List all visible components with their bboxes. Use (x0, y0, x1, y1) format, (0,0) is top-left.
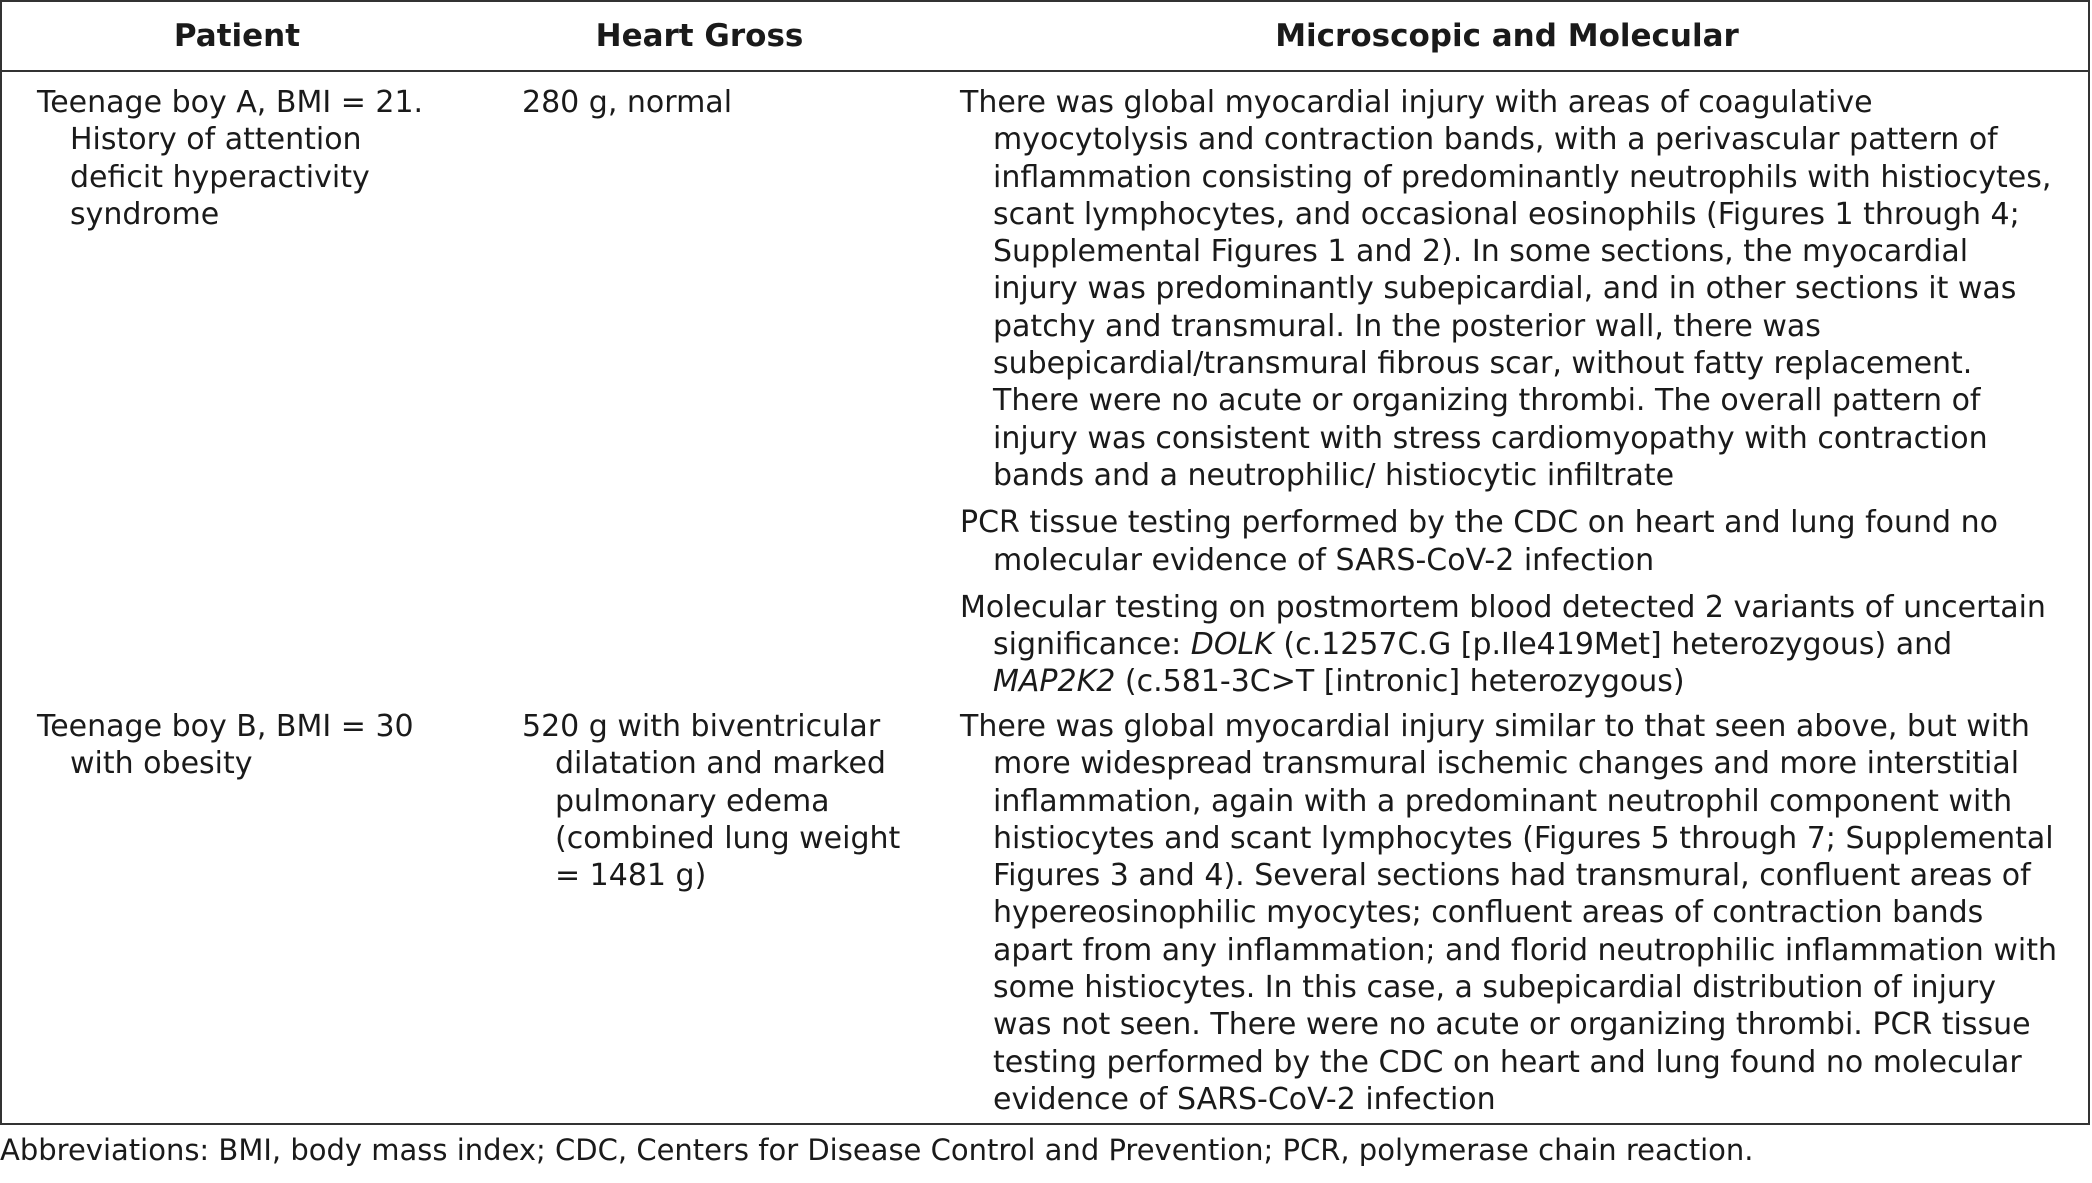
row-b-patient: Teenage boy B, BMI = 30 with obesity (37, 709, 414, 782)
gene-map2k2: MAP2K2 (993, 664, 1116, 700)
row-a-heart-gross-cell (522, 84, 902, 121)
variant-map2k2: (c.581-3C>T [intronic] heterozygous) (1115, 664, 1685, 700)
row-a-finding-1: There was global myocardial injury with areas of coagulative myocytolysis and contraction bands, with a perivascular pattern of inflammation consisting of predominantly neutrophils with histiocytes, scant lymphocytes, and occasional eosinophils (Figures 1 through 4; Supplemental Figures 1 and 2). In some sections, the myocardial injury was predominantly subepicardial, and in other sections it was patchy and transmural. In the posterior wall, there was subepicardial/transmural fibrous scar, without fatty replacement. There were no acute or organizing thrombi. The overall pattern of injury was consistent with stress cardiomyopathy with contraction bands and a neutrophilic/ histiocytic infiltrate (960, 85, 2052, 493)
row-b-heart-gross-cell (522, 708, 902, 894)
row-a-patient: Teenage boy A, BMI = 21. History of attention deficit hyperactivity syndrome (37, 85, 424, 232)
header-patient: Patient (173, 18, 301, 54)
row-b-patient-cell (37, 708, 457, 783)
row-a-finding-2: PCR tissue testing performed by the CDC on heart and lung found no molecular evidence of SARS-CoV-2 infection (960, 505, 1998, 578)
footnote: Abbreviations: BMI, body mass index; CDC, Centers for Disease Control and Prevention; PCR, polymerase chain reaction. (0, 1133, 1754, 1167)
header-microscopic: Microscopic and Molecular (1275, 18, 1739, 54)
row-a-heart-gross: 280 g, normal (522, 85, 733, 120)
gene-dolk: DOLK (1190, 627, 1274, 663)
header-heart-gross: Heart Gross (595, 18, 804, 54)
table-header (2, 2, 2088, 72)
molecular-intro: Molecular testing on postmortem blood detected 2 variants of uncertain significance: (960, 589, 2046, 663)
row-a-molecular (960, 589, 2060, 701)
variant-dolk: (c.1257C.G [p.Ile419Met] heterozygous) and (1273, 627, 1953, 663)
row-b-microscopic-cell (960, 708, 2060, 1118)
row-a-patient-cell (37, 84, 457, 233)
row-b-heart-gross: 520 g with biventricular dilatation and marked pulmonary edema (combined lung weight = 1481 g) (522, 709, 901, 894)
row-b-finding-1: There was global myocardial injury similar to that seen above, but with more widespread transmural ischemic changes and more interstitial inflammation, again with a predominant neutrophil component with histiocytes and scant lymphocytes (Figures 5 through 7; Supplemental Figures 3 and 4). Several sections had transmural, confluent areas of hypereosinophilic myocytes; confluent areas of contraction bands apart from any inflammation; and florid neutrophilic inflammation with some histiocytes. In this case, a subepicardial distribution of injury was not seen. There were no acute or organizing thrombi. PCR tissue testing performed by the CDC on heart and lung found no molecular evidence of SARS-CoV-2 infection (960, 709, 2058, 1117)
row-a-microscopic-cell (960, 84, 2060, 701)
